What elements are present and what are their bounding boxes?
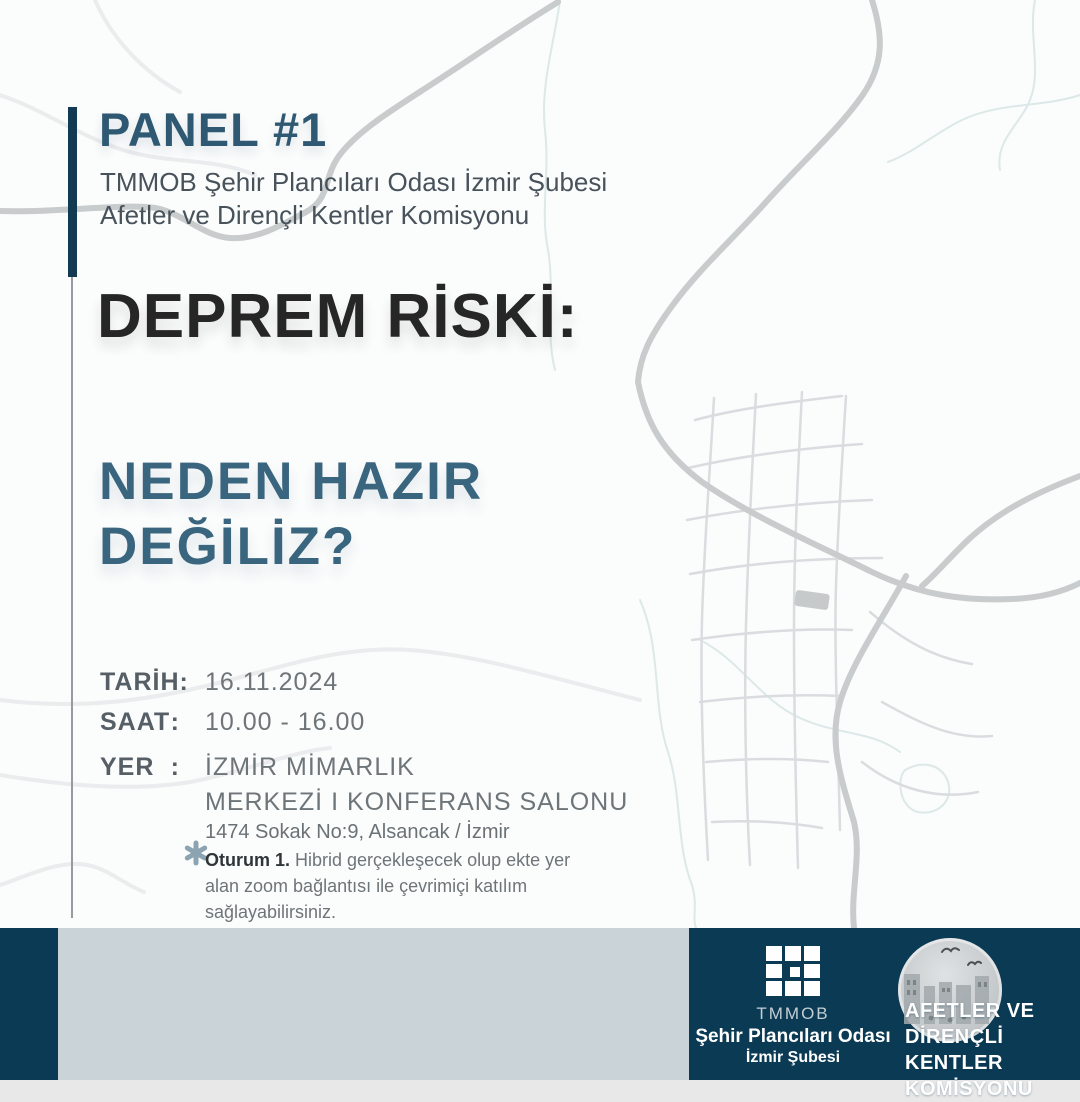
venue-address: 1474 Sokak No:9, Alsancak / İzmir: [205, 821, 510, 843]
organizer-line-2: Afetler ve Dirençli Kentler Komisyonu: [100, 200, 530, 230]
session-note: [205, 847, 577, 925]
time-label: SAAT: [100, 708, 171, 736]
detail-row-date: [100, 668, 189, 697]
date-value: 16.11.2024: [205, 668, 339, 696]
tmmob-acronym: TMMOB: [756, 1004, 830, 1023]
time-colon: :: [170, 708, 180, 736]
subtitle-line-2: DEĞİLİZ?: [99, 517, 357, 576]
tmmob-logo: [693, 946, 893, 1067]
organizer-line-1: TMMOB Şehir Plancıları Odası İzmir Şubesi: [100, 167, 608, 197]
footer-logo-panel: [689, 928, 1080, 1100]
session-note-lead: Oturum 1.: [205, 850, 291, 870]
tmmob-grid-icon: [766, 946, 820, 996]
footer-gray-band: [58, 928, 689, 1080]
footer-left-strip: [0, 928, 58, 1080]
tmmob-branch: İzmir Şubesi: [745, 1049, 841, 1066]
committee-line-3: KOMİSYONU: [905, 1078, 1033, 1100]
date-label: TARİH: [100, 668, 180, 696]
footer: [0, 928, 1080, 1100]
accent-line: [71, 277, 73, 918]
committee-name: [905, 998, 1080, 1102]
panel-number: PANEL #1: [99, 103, 328, 156]
venue-value-line-1: İZMİR MİMARLIK: [205, 753, 415, 781]
detail-row-venue: [100, 753, 180, 782]
accent-bar: [68, 107, 77, 277]
detail-row-time: [100, 708, 180, 737]
poster-title: DEPREM RİSKİ:: [97, 282, 579, 351]
tmmob-name: Şehir Plancıları Odası: [695, 1026, 891, 1047]
subtitle-line-1: NEDEN HAZIR: [99, 452, 484, 511]
poster-subtitle: [99, 449, 483, 579]
committee-line-1: AFETLER VE: [905, 1000, 1035, 1022]
time-value: 10.00 - 16.00: [205, 708, 366, 736]
organizer: [100, 166, 607, 232]
venue-colon: :: [170, 753, 180, 781]
session-note-body: Hibrid gerçekleşecek olup ekte yer alan zoom bağlantısı ile çevrimiçi katılım sağlayabilirsiniz.: [205, 850, 571, 922]
committee-line-2: DİRENÇLİ KENTLER: [905, 1026, 1004, 1074]
venue-value-line-2: MERKEZİ I KONFERANS SALONU: [205, 788, 629, 816]
venue-label: YER: [100, 753, 155, 781]
date-colon: :: [179, 668, 189, 696]
